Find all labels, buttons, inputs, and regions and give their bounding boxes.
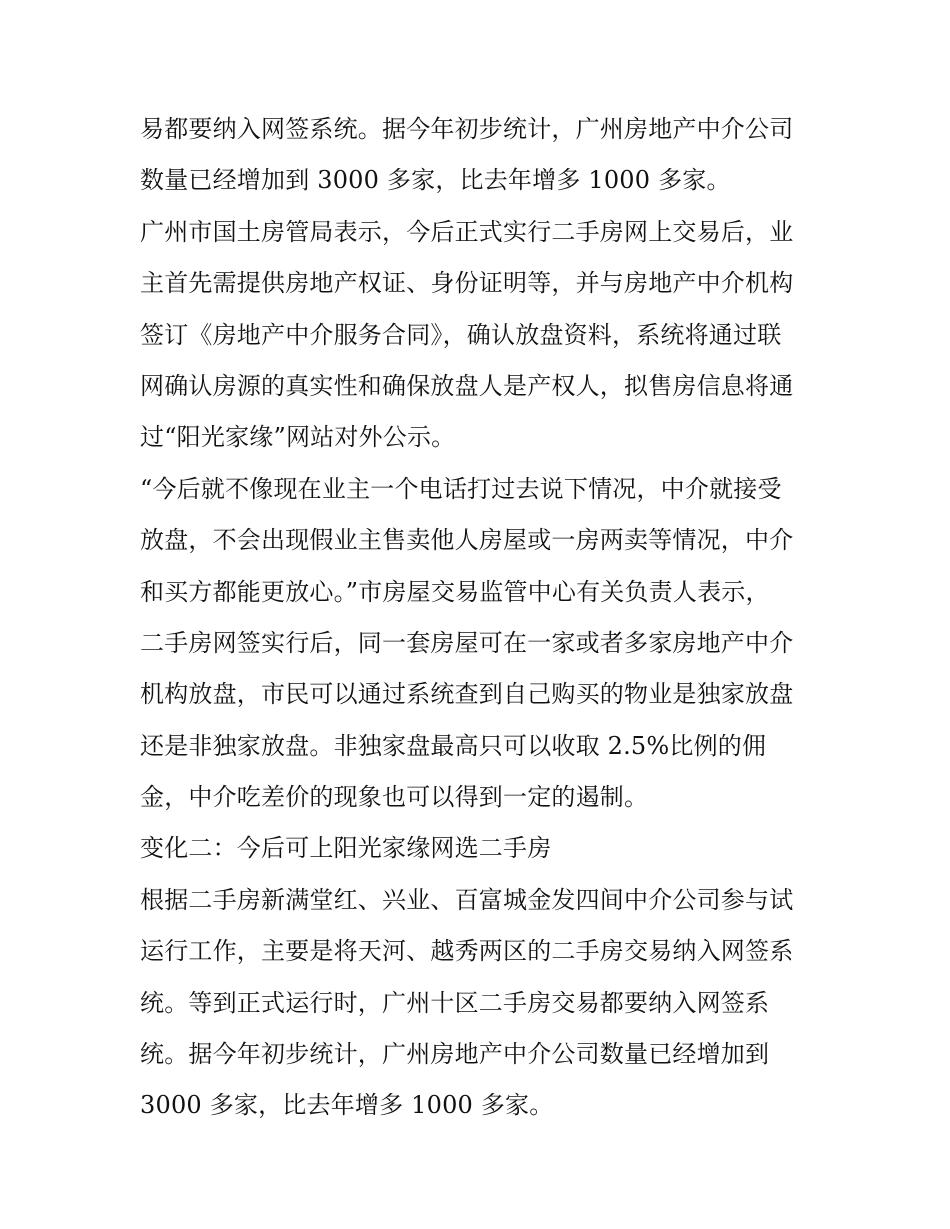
text-line: 和买方都能更放心。”市房屋交易监管中心有关负责人表示， [140,577,770,606]
text-line: 统。据今年初步统计，广州房地产中介公司数量已经增加到 [140,1040,770,1069]
text-line: 网确认房源的真实性和确保放盘人是产权人，拟售房信息将通 [140,371,794,400]
text-line: 过“阳光家缘”网站对外公示。 [140,423,456,452]
text-line: 3000 多家，比去年增多 1000 多家。 [140,1091,554,1120]
text-line: 放盘，不会出现假业主售卖他人房屋或一房两卖等情况，中介 [140,526,794,555]
text-line: 易都要纳入网签系统。据今年初步统计，广州房地产中介公司 [140,115,794,143]
text-line: 运行工作，主要是将天河、越秀两区的二手房交易纳入网签系 [140,937,794,966]
text-line: 还是非独家放盘。非独家盘最高只可以收取 2.5%比例的佣 [140,731,767,760]
text-line: “今后就不像现在业主一个电话打过去说下情况，中介就接受 [140,474,782,503]
text-line: 金，中介吃差价的现象也可以得到一定的遏制。 [140,783,649,812]
document-body [140,104,820,1132]
text-line: 主首先需提供房地产权证、身份证明等，并与房地产中介机构 [140,269,794,298]
text-line: 机构放盘，市民可以通过系统查到自己购买的物业是独家放盘 [140,680,794,709]
text-line: 统。等到正式运行时，广州十区二手房交易都要纳入网签系 [140,988,770,1017]
text-line: 二手房网签实行后，同一套房屋可在一家或者多家房地产中介 [140,628,794,657]
text-line: 签订《房地产中介服务合同》，确认放盘资料，系统将通过联 [140,320,782,349]
text-line: 广州市国土房管局表示，今后正式实行二手房网上交易后，业 [140,217,794,246]
section-heading: 变化二：今后可上阳光家缘网选二手房 [140,834,552,863]
text-line: 根据二手房新满堂红、兴业、百富城金发四间中介公司参与试 [140,885,794,914]
text-line: 数量已经增加到 3000 多家，比去年增多 1000 多家。 [140,166,731,195]
